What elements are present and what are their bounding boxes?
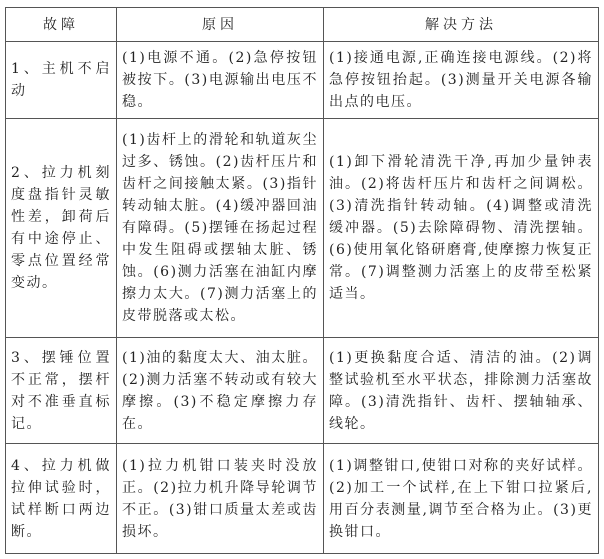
- solution-cell: (1)调整钳口,使钳口对称的夹好试样。(2)加工一个试样,在上下钳口拉紧后,用百分表测量,调节至合格为止。(3)更换钳口。: [324, 444, 599, 554]
- table-row: [6, 444, 599, 554]
- header-cause: 原因: [117, 8, 324, 42]
- fault-troubleshooting-table: [5, 7, 599, 554]
- table-row: [6, 119, 599, 338]
- cause-cell: (1)电源不通。(2)急停按钮被按下。(3)电源输出电压不稳。: [117, 42, 324, 119]
- fault-cell: 1、主机不启动: [6, 42, 117, 119]
- solution-cell: (1)接通电源,正确连接电源线。(2)将急停按钮抬起。(3)测量开关电源各输出点的电压。: [324, 42, 599, 119]
- table-row: [6, 338, 599, 444]
- cause-cell: (1)拉力机钳口装夹时没放正。(2)拉力机升降导轮调节不正。(3)钳口质量太差或齿损坏。: [117, 444, 324, 554]
- fault-cell: 2、拉力机刻度盘指针灵敏性差，卸荷后有中途停止、零点位置经常变动。: [6, 119, 117, 338]
- header-row: [6, 8, 599, 42]
- header-fault: 故障: [6, 8, 117, 42]
- fault-cell: 3、摆锤位置不正常，摆杆对不准垂直标记。: [6, 338, 117, 444]
- table-row: [6, 42, 599, 119]
- header-solution: 解决方法: [324, 8, 599, 42]
- solution-cell: (1)卸下滑轮清洗干净,再加少量钟表油。(2)将齿杆压片和齿杆之间调松。(3)清洗指针转动轴。(4)调整或清洗缓冲器。(5)去除障碍物、清洗摆轴。(6)使用氧化铬研磨膏,使摩擦力恢复正常。(7)调整测力活塞上的皮带至松紧适当。: [324, 119, 599, 338]
- cause-cell: (1)油的黏度太大、油太脏。(2)测力活塞不转动或有较大摩擦。(3)不稳定摩擦力存在。: [117, 338, 324, 444]
- solution-cell: (1)更换黏度合适、清洁的油。(2)调整试验机至水平状态，排除测力活塞故障。(3)清洗指针、齿杆、摆轴轴承、线轮。: [324, 338, 599, 444]
- cause-cell: (1)齿杆上的滑轮和轨道灰尘过多、锈蚀。(2)齿杆压片和齿杆之间接触太紧。(3)指针转动轴太脏。(4)缓冲器回油有障碍。(5)摆锤在扬起过程中发生阻碍或摆轴太脏、锈蚀。(6)测力活塞在油缸内摩擦力太大。(7)测力活塞上的皮带脱落或太松。: [117, 119, 324, 338]
- fault-cell: 4、拉力机做拉伸试验时，试样断口两边断。: [6, 444, 117, 554]
